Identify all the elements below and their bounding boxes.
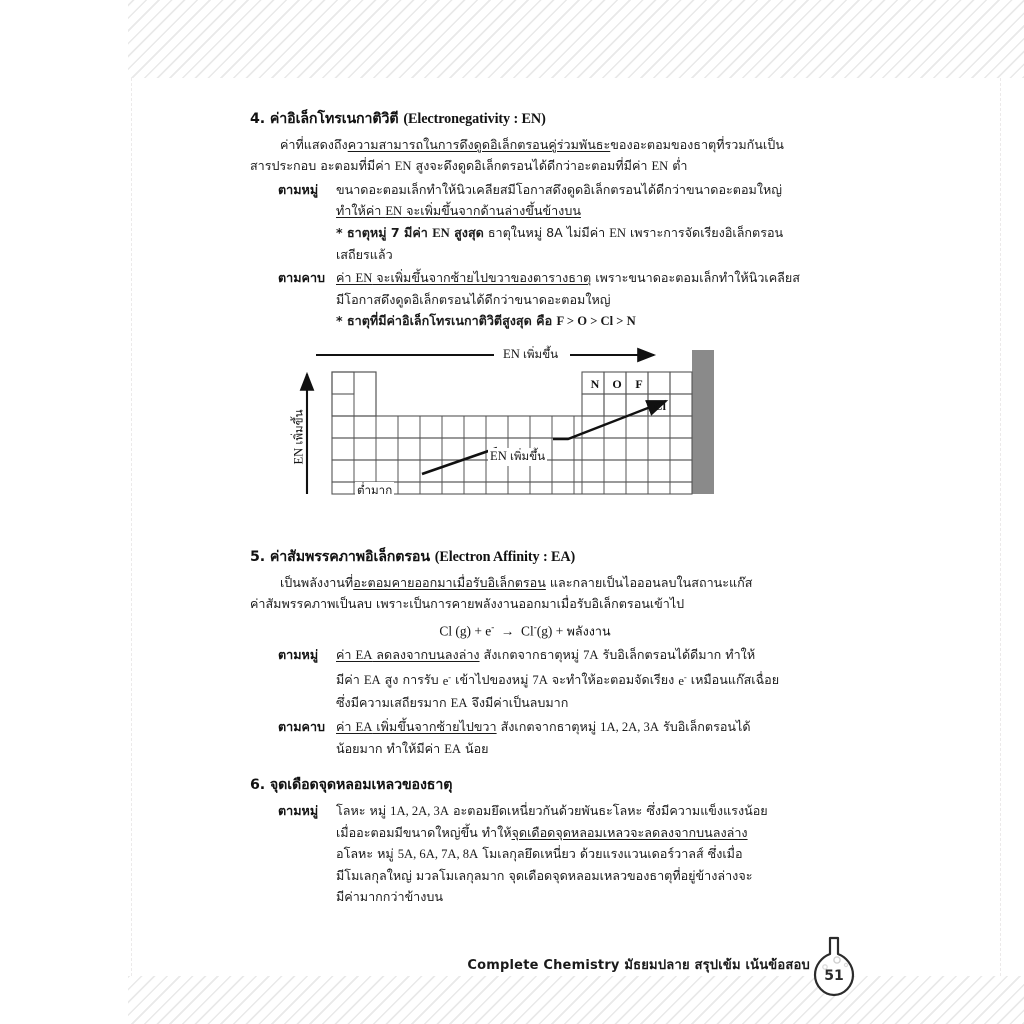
section-4-row-period-body <box>336 267 800 332</box>
section-4-row-group-label: ตามหมู่ <box>278 182 319 197</box>
text-line: มีโมเลกุลใหญ่ มวลโมเลกุลมาก จุดเดือดจุดหลอมเหลวของธาตุที่อยู่ข้างล่างจะ <box>336 867 753 883</box>
section-4-row-period-label: ตามคาบ <box>278 270 326 285</box>
figure-top-arrow-label: EN เพิ่มขึ้น <box>501 346 560 364</box>
section-5-heading-latin: (Electron Affinity : EA) <box>434 549 576 565</box>
section-6-row-group <box>250 800 800 907</box>
text-line: ค่า EA เพิ่มขึ้นจากซ้ายไปขวา สังเกตจากธาตุหมู่ 1A, 2A, 3A รับอิเล็กตรอนได้ <box>336 718 751 734</box>
text-line: มีค่า EA สูง การรับ e- เข้าไปของหมู่ 7A จะทำให้อะตอมจัดเรียง e- เหมือนแก๊สเฉื่อย <box>336 671 780 688</box>
periodic-table-figure <box>291 344 768 526</box>
section-4-intro: ค่าที่แสดงถึงความสามารถในการดึงดูดอิเล็กตรอนคู่ร่วมพันธะของอะตอมของธาตุที่รวมกันเป็นสารประกอบ อะตอมที่มีค่า EN สูงจะดึงดูดอิเล็กตรอนได้ดีกว่าอะตอมที่มีค่า EN ต่ำ <box>250 137 784 173</box>
section-5-row-period-body <box>336 716 800 760</box>
section-6-heading <box>250 774 800 796</box>
footer-book-title: Complete Chemistry มัธยมปลาย สรุปเข้ม เน้นข้อสอบ <box>467 958 810 973</box>
page-number: 51 <box>824 968 844 984</box>
page-guide-left <box>131 78 132 976</box>
text-line: ซึ่งมีความเสถียรมาก EA จึงมีค่าเป็นลบมาก <box>336 694 569 710</box>
section-4-heading-latin: (Electronegativity : EN) <box>403 111 546 127</box>
section-4-row-group-body <box>336 179 800 265</box>
text-line: * ธาตุที่มีค่าอิเล็กโทรเนกาติวิตีสูงสุด คือ F > O > Cl > N <box>336 313 636 328</box>
text-line: เสถียรแล้ว <box>336 247 393 262</box>
figure-diagonal-label: EN เพิ่มขึ้น <box>488 448 547 466</box>
section-5-heading <box>250 546 800 568</box>
section-6-row-group-label: ตามหมู่ <box>278 802 319 818</box>
section-5-intro-line-1: เป็นพลังงานที่อะตอมคายออกมาเมื่อรับอิเล็กตรอน และกลายเป็นไอออนลบในสถานะแก๊ส <box>280 575 753 590</box>
section-4-heading <box>250 108 800 130</box>
section-4-row-period <box>250 267 800 332</box>
section-6-heading-number: 6. <box>250 776 266 793</box>
section-5-heading-thai: ค่าสัมพรรคภาพอิเล็กตรอน <box>269 549 430 565</box>
section-5-row-group-label: ตามหมู่ <box>278 647 319 663</box>
figure-low-label: ต่ำมาก <box>355 482 394 500</box>
element-symbol-F: F <box>635 377 643 391</box>
section-5-intro-line-2: ค่าสัมพรรคภาพเป็นลบ เพราะเป็นการคายพลังงานออกมาเมื่อรับอิเล็กตรอนเข้าไป <box>250 596 685 611</box>
page-guide-right <box>1000 78 1001 976</box>
section-4-heading-thai: ค่าอิเล็กโทรเนกาติวิตี <box>269 111 399 127</box>
section-4-heading-number: 4. <box>250 111 266 127</box>
electron-affinity-equation: Cl (g) + e- → Cl-(g) + พลังงาน <box>439 622 611 639</box>
text-line: * ธาตุหมู่ 7 มีค่า EN สูงสุด ธาตุในหมู่ 8A ไม่มีค่า EN เพราะการจัดเรียงอิเล็กตรอน <box>336 225 784 240</box>
section-6-row-group-body <box>336 800 800 907</box>
element-symbol-N: N <box>590 377 600 391</box>
text-line: มีค่ามากกว่าข้างบน <box>336 888 443 904</box>
figure-left-arrow-label: EN เพิ่มขึ้น <box>291 409 306 465</box>
section-4-row-group <box>250 179 800 265</box>
text-line: เมื่ออะตอมมีขนาดใหญ่ขึ้น ทำให้จุดเดือดจุดหลอมเหลวจะลดลงจากบนลงล่าง <box>336 824 748 840</box>
text-line: อโลหะ หมู่ 5A, 6A, 7A, 8A โมเลกุลยึดเหนี่ยว ด้วยแรงแวนเดอร์วาลส์ ซึ่งเมื่อ <box>336 845 743 861</box>
section-5-row-period-label: ตามคาบ <box>278 718 326 734</box>
page-footer <box>0 950 1024 990</box>
text-line: ค่า EN จะเพิ่มขึ้นจากซ้ายไปขวาของตารางธาตุ เพราะขนาดอะตอมเล็กทำให้นิวเคลียส <box>336 270 800 285</box>
decorative-hatch-top <box>128 0 1024 78</box>
page-content <box>250 108 800 907</box>
section-5-row-group-body <box>336 644 800 713</box>
section-5-heading-number: 5. <box>250 549 266 565</box>
element-symbol-Cl: Cl <box>654 399 666 413</box>
text-line: โลหะ หมู่ 1A, 2A, 3A อะตอมยึดเหนี่ยวกันด้วยพันธะโลหะ ซึ่งมีความแข็งแรงน้อย <box>336 802 768 818</box>
section-6-heading-thai: จุดเดือดจุดหลอมเหลวของธาตุ <box>269 776 453 793</box>
text-line: ขนาดอะตอมเล็กทำให้นิวเคลียสมีโอกาสดึงดูดอิเล็กตรอนได้ดีกว่าขนาดอะตอมใหญ่ <box>336 182 783 197</box>
text-line: มีโอกาสดึงดูดอิเล็กตรอนได้ดีกว่าขนาดอะตอมใหญ่ <box>336 292 611 307</box>
text-line: ทำให้ค่า EN จะเพิ่มขึ้นจากด้านล่างขึ้นข้างบน <box>336 203 581 218</box>
text-line: น้อยมาก ทำให้มีค่า EA น้อย <box>336 740 489 756</box>
element-symbol-O: O <box>612 377 622 391</box>
text-line: ค่า EA ลดลงจากบนลงล่าง สังเกตจากธาตุหมู่ 7A รับอิเล็กตรอนได้ดีมาก ทำให้ <box>336 647 756 663</box>
section-5-row-group <box>250 644 800 713</box>
section-5-row-period <box>250 716 800 760</box>
